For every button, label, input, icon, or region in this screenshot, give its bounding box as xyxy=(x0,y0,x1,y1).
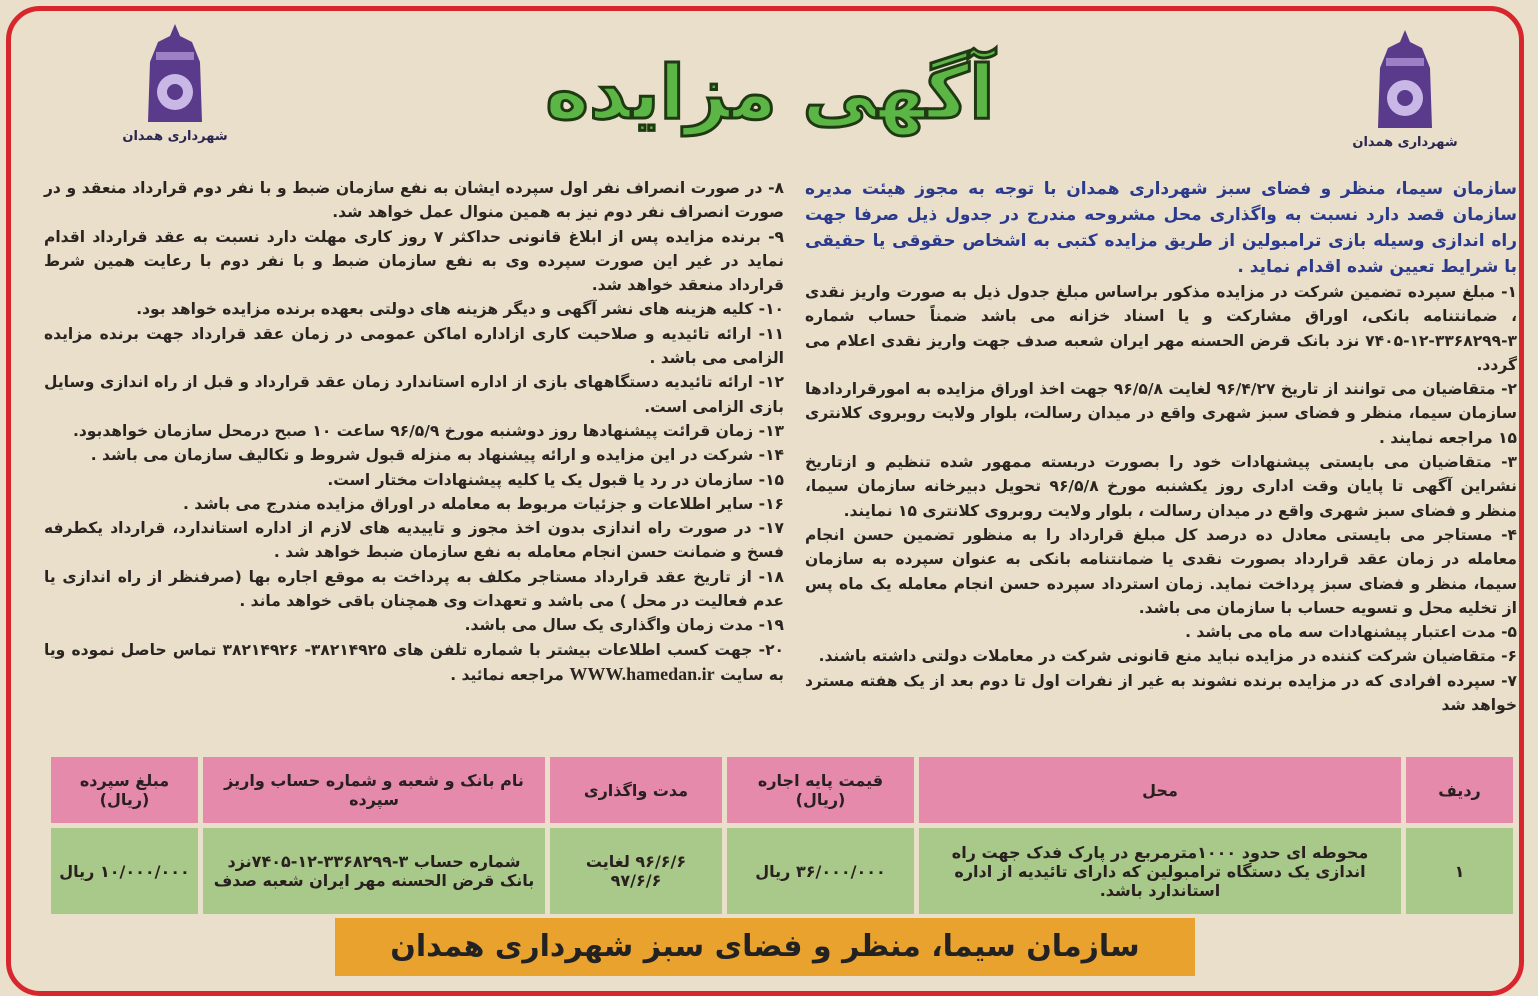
logo-caption: شهرداری همدان xyxy=(122,129,228,144)
condition-item: ۳- متقاضیان می بایستی پیشنهادات خود را بصورت دربسته ممهور شده تنظیم و ازتاریخ نشراین آگهی تا پایان وقت اداری روز یکشنبه مورخ ۹۶/۵/۸ تحویل دبیرخانه سازمان سیما، منظر و فضای سبز شهری واقع در میدان رسالت ، بلوار ولایت روبروی کلانتری ۱۵ نمایند. xyxy=(805,453,1517,520)
cell-duration: ۹۶/۶/۶ لغایت ۹۷/۶/۶ xyxy=(550,828,722,914)
logo-right xyxy=(1345,28,1465,158)
auction-table xyxy=(46,752,1518,919)
header-location: محل xyxy=(919,757,1401,823)
cell-location: محوطه ای حدود ۱۰۰۰مترمربع در پارک فدک جهت راه اندازی یک دستگاه ترامبولین که دارای تائیدیه از اداره استاندارد باشد. xyxy=(919,828,1401,914)
right-column xyxy=(805,176,1517,717)
condition-item: ۱۵- سازمان در رد یا قبول یک یا کلیه پیشنهادات مختار است. xyxy=(327,470,784,489)
footer-banner: سازمان سیما، منظر و فضای سبز شهرداری همدان xyxy=(335,918,1195,976)
logo-caption: شهرداری همدان xyxy=(1352,135,1458,150)
condition-item: ۱۲- ارائه تائیدیه دستگاههای بازی از اداره استاندارد زمان عقد قرارداد و قبل از راه اندازی وسایل بازی الزامی است. xyxy=(44,373,784,416)
condition-item: ۱۳- زمان قرائت پیشنهادها روز دوشنبه مورخ ۹۶/۵/۹ ساعت ۱۰ صبح درمحل سازمان خواهدبود. xyxy=(72,421,784,440)
condition-item: ۴- مستاجر می بایستی معادل ده درصد کل مبلغ قرارداد را به منظور تضمین حسن انجام معامله در زمان عقد قرارداد بصورت نقدی یا ضمانتنامه بانکی به عنوان سپرده به سازمان سیما، منظر و فضای سبز پرداخت نماید. زمان استرداد سپرده حسن انجام معامله یک ماه پس از تخلیه محل و تسویه حساب با سازمان می باشد. xyxy=(805,525,1517,617)
contact-suffix: مراجعه نمائید . xyxy=(450,665,564,684)
header-base-rent: قیمت پایه اجاره (ریال) xyxy=(727,757,914,823)
website-link[interactable]: WWW.hamedan.ir xyxy=(569,663,715,684)
cell-row-number: ۱ xyxy=(1406,828,1513,914)
condition-item: ۱۶- سایر اطلاعات و جزئیات مربوط به معامله در اوراق مزایده مندرج می باشد . xyxy=(182,494,784,513)
condition-item: ۹- برنده مزایده پس از ابلاغ قانونی حداکثر ۷ روز کاری مهلت دارد نسبت به عقد قرارداد اقدام نماید در غیر این صورت سپرده وی به نفع سازمان ضبط و با نفر دوم با رعایت همین شرط قرارداد منعقد خواهد شد. xyxy=(44,227,784,295)
condition-item: ۱۱- ارائه تائیدیه و صلاحیت کاری ازاداره اماکن عمومی در زمان عقد قرارداد جهت برنده مزایده الزامی می باشد . xyxy=(44,324,784,368)
header-row-number: ردیف xyxy=(1406,757,1513,823)
logo-left xyxy=(115,22,235,152)
contact-item xyxy=(44,638,784,688)
table-row xyxy=(51,828,1513,914)
cell-deposit: ۱۰/۰۰۰/۰۰۰ ریال xyxy=(51,828,198,914)
ad-title: آگهی مزایده xyxy=(545,50,995,136)
left-column xyxy=(44,176,784,687)
condition-item: ۱۹- مدت زمان واگذاری یک سال می باشد. xyxy=(464,616,784,635)
header-deposit: مبلغ سپرده (ریال) xyxy=(51,757,198,823)
contact-text: ۲۰- جهت کسب اطلاعات بیشتر با شماره تلفن های ۳۸۲۱۴۹۲۵- ۳۸۲۱۴۹۲۶ تماس حاصل نموده ویا به سایت xyxy=(44,640,784,684)
condition-item: ۵- مدت اعتبار پیشنهادات سه ماه می باشد . xyxy=(1185,623,1517,642)
municipality-emblem-icon xyxy=(1360,28,1450,133)
condition-item: ۶- متقاضیان شرکت کننده در مزایده نباید منع قانونی شرکت در معاملات دولتی داشته باشند. xyxy=(818,647,1517,666)
municipality-emblem-icon xyxy=(130,22,220,127)
header-bank-account: نام بانک و شعبه و شماره حساب واریز سپرده xyxy=(203,757,545,823)
condition-item: ۱- مبلغ سپرده تضمین شرکت در مزایده مذکور براساس مبلغ جدول ذیل به صورت واریز نقدی ، ضمانتنامه بانکی، اوراق مشارکت و یا اسناد خزانه می باشد ضمناً حساب شماره ۳-۳۳۶۸۲۹۹-۱۲-۷۴۰۵ نزد بانک قرض الحسنه مهر ایران شعبه صدف جهت واریز نقدی اعلام می گردد. xyxy=(805,283,1517,374)
table-header-row xyxy=(51,757,1513,823)
condition-item: ۲- متقاضیان می توانند از تاریخ ۹۶/۴/۲۷ لغایت ۹۶/۵/۸ جهت اخذ اوراق مزایده به امورقراردادها سازمان سیما، منظر و فضای سبز شهری واقع در میدان رسالت، بلوار ولایت روبروی کلانتری ۱۵ مراجعه نمایند . xyxy=(805,380,1517,447)
condition-item: ۱۷- در صورت راه اندازی بدون اخذ مجوز و تاییدیه های لازم از اداره استاندارد، قرارداد یکطرفه فسخ و ضمانت حسن انجام معامله به نفع سازمان ضبط خواهد شد . xyxy=(44,519,784,562)
condition-item: ۱۰- کلیه هزینه های نشر آگهی و دیگر هزینه های دولتی بعهده برنده مزایده خواهد بود. xyxy=(136,300,784,319)
cell-bank-account: شماره حساب ۳-۳۳۶۸۲۹۹-۱۲-۷۴۰۵نزد بانک قرض الحسنه مهر ایران شعبه صدف xyxy=(203,828,545,914)
header-duration: مدت واگذاری xyxy=(550,757,722,823)
condition-item: ۷- سپرده افرادی که در مزایده برنده نشوند به غیر از نفرات اول تا دوم بعد از یک هفته مسترد خواهد شد xyxy=(805,671,1517,715)
condition-item: ۱۸- از تاریخ عقد قرارداد مستاجر مکلف به پرداخت به موقع اجاره بها (صرفنظر از راه اندازی یا عدم فعالیت در محل ) می باشد و تعهدات وی همچنان باقی خواهد ماند . xyxy=(44,567,784,611)
condition-item: ۸- در صورت انصراف نفر اول سپرده ایشان به نفع سازمان ضبط و با نفر دوم قرارداد منعقد و در صورت انصراف نفر دوم نیز به همین منوال عمل خواهد شد. xyxy=(44,179,784,222)
intro-paragraph: سازمان سیما، منظر و فضای سبز شهرداری همدان با توجه به مجوز هیئت مدیره سازمان قصد دارد نسبت به واگذاری محل مشروحه مندرج در جدول ذیل صرفا جهت راه اندازی وسیله بازی ترامبولین از طریق مزایده کتبی به اشخاص حقوقی یا حقیقی با شرایط تعیین شده اقدام نماید . xyxy=(805,179,1517,277)
condition-item: ۱۴- شرکت در این مزایده و ارائه پیشنهاد به منزله قبول شروط و تکالیف سازمان می باشد . xyxy=(90,446,784,465)
cell-base-rent: ۳۶/۰۰۰/۰۰۰ ریال xyxy=(727,828,914,914)
